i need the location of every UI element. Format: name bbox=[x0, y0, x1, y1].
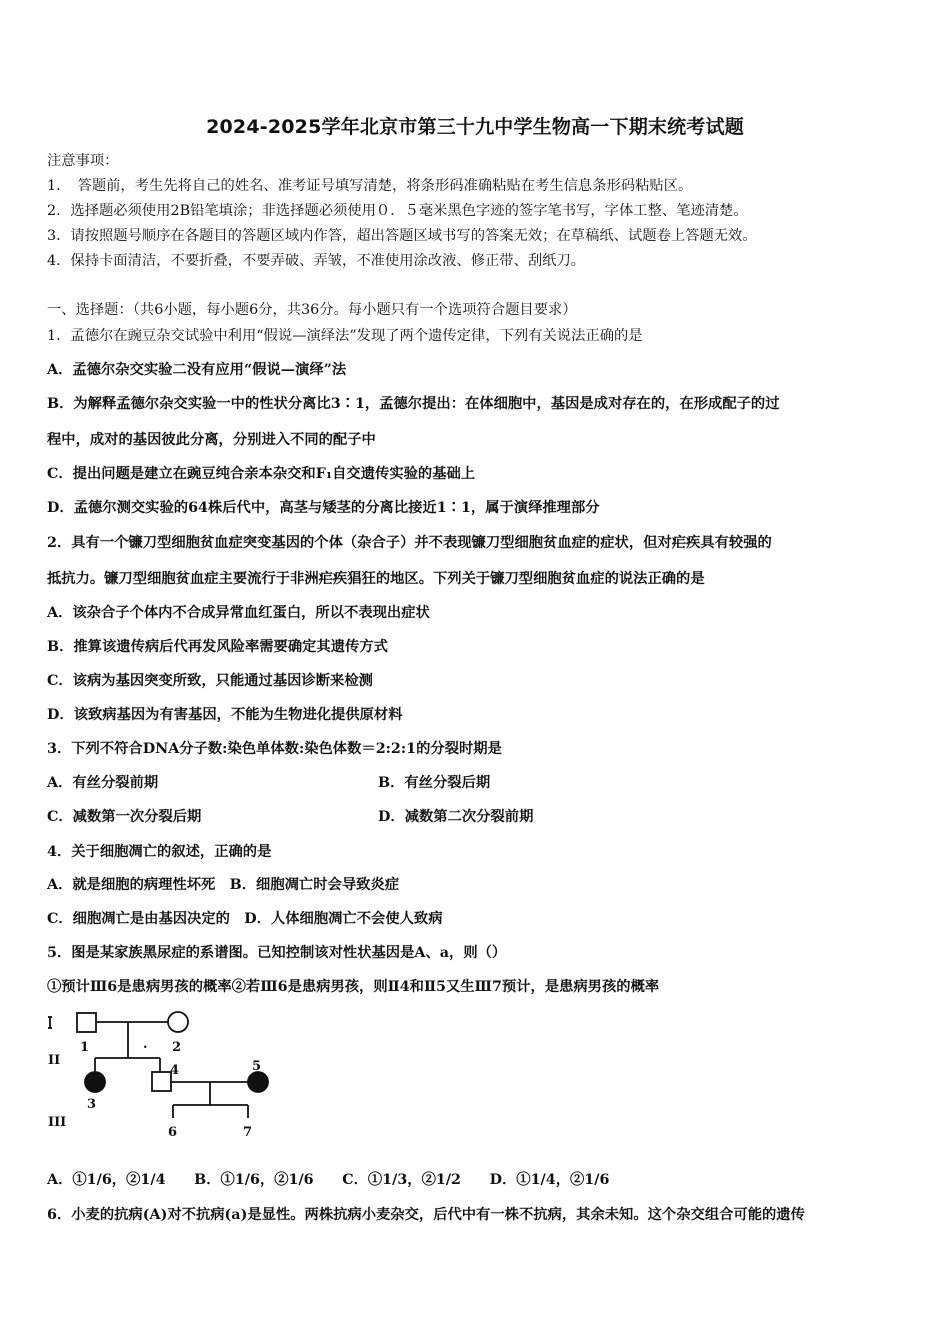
question-3-option-d: D．减数第二次分裂前期 bbox=[378, 809, 534, 825]
notice-item: 3．请按照题号顺序在各题目的答题区域内作答，超出答题区域书写的答案无效；在草稿纸、试题卷上答题无效。 bbox=[47, 228, 757, 244]
notice-item: 1． 答题前，考生先将自己的姓名、准考证号填写清楚，将条形码准确粘贴在考生信息条形码粘贴区。 bbox=[47, 178, 693, 194]
notice-item: 2．选择题必须使用2B铅笔填涂；非选择题必须使用０．５毫米黑色字迹的签字笔书写，字体工整、笔迹清楚。 bbox=[47, 203, 748, 219]
question-1-option-b: B．为解释孟德尔杂交实验一中的性状分离比3∶1，孟德尔提出：在体细胞中，基因是成对存在的，在形成配子的过 bbox=[47, 396, 780, 412]
question-2-option-b: B．推算该遗传病后代再发风险率需要确定其遗传方式 bbox=[47, 639, 388, 655]
question-1-option-b-cont: 程中，成对的基因彼此分离，分别进入不同的配子中 bbox=[47, 432, 376, 448]
individual-label: 6 bbox=[168, 1125, 178, 1140]
pedigree-dot: . bbox=[143, 1037, 148, 1052]
question-2-stem: 2．具有一个镰刀型细胞贫血症突变基因的个体（杂合子）并不表现镰刀型细胞贫血症的症状，但对疟疾具有较强的 bbox=[47, 535, 772, 551]
question-2-stem-cont: 抵抗力。镰刀型细胞贫血症主要流行于非洲疟疾猖狂的地区。下列关于镰刀型细胞贫血症的说法正确的是 bbox=[47, 571, 705, 587]
notice-item: 4．保持卡面清洁，不要折叠，不要弄破、弄皱，不准使用涂改液、修正带、刮纸刀。 bbox=[47, 253, 586, 269]
question-4-options-ab: A．就是细胞的病理性坏死 B．细胞凋亡时会导致炎症 bbox=[47, 877, 400, 893]
notice-heading: 注意事项： bbox=[47, 153, 119, 169]
individual-2-female bbox=[168, 1012, 188, 1032]
individual-label: 5 bbox=[252, 1059, 262, 1074]
question-3-option-c: C．减数第一次分裂后期 bbox=[47, 809, 202, 825]
question-2-option-c: C．该病为基因突变所致，只能通过基因诊断来检测 bbox=[47, 673, 373, 689]
question-6-stem: 6．小麦的抗病(A)对不抗病(a)是显性。两株抗病小麦杂交，后代中有一株不抗病，其余未知。这个杂交组合可能的遗传 bbox=[47, 1207, 805, 1223]
question-3-option-a: A．有丝分裂前期 bbox=[47, 775, 159, 791]
question-1-stem: 1．孟德尔在豌豆杂交试验中利用“假说—演绎法”发现了两个遗传定律，下列有关说法正确的是 bbox=[47, 328, 643, 344]
page-title: 2024-2025学年北京市第三十九中学生物高一下期末统考试题 bbox=[206, 116, 744, 138]
section-heading: 一、选择题：（共6小题，每小题6分，共36分。每小题只有一个选项符合题目要求） bbox=[47, 302, 577, 318]
individual-label: 2 bbox=[172, 1040, 182, 1055]
generation-label: III bbox=[48, 1115, 67, 1130]
individual-3-affected-female bbox=[85, 1072, 105, 1092]
individual-label: 4 bbox=[170, 1063, 180, 1078]
individual-label: 1 bbox=[80, 1040, 90, 1055]
individual-label: 7 bbox=[243, 1125, 253, 1140]
individual-5-affected-female bbox=[248, 1072, 268, 1092]
pedigree-chart bbox=[40, 1008, 280, 1143]
question-4-options-cd: C．细胞凋亡是由基因决定的 D．人体细胞凋亡不会使人致病 bbox=[47, 911, 443, 927]
individual-1-male bbox=[77, 1013, 96, 1032]
question-4-stem: 4．关于细胞凋亡的叙述，正确的是 bbox=[47, 844, 272, 860]
question-5-stem: 5．图是某家族黑尿症的系谱图。已知控制该对性状基因是A、a，则（） bbox=[47, 945, 507, 961]
question-5-subquestions: ①预计Ⅲ6是患病男孩的概率②若Ⅲ6是患病男孩，则Ⅱ4和Ⅱ5又生Ⅲ7预计，是患病男孩的概率 bbox=[47, 979, 660, 995]
question-1-option-a: A．孟德尔杂交实验二没有应用“假说—演绎”法 bbox=[47, 362, 347, 378]
generation-label: II bbox=[48, 1053, 61, 1068]
individual-label: 3 bbox=[87, 1097, 97, 1112]
question-3-stem: 3．下列不符合DNA分子数:染色单体数:染色体数＝2:2:1的分裂时期是 bbox=[47, 741, 502, 757]
question-2-option-d: D．该致病基因为有害基因，不能为生物进化提供原材料 bbox=[47, 707, 403, 723]
individual-4-male bbox=[152, 1072, 171, 1091]
question-3-option-b: B．有丝分裂后期 bbox=[378, 775, 491, 791]
question-2-option-a: A．该杂合子个体内不合成异常血红蛋白，所以不表现出症状 bbox=[47, 605, 430, 621]
question-1-option-c: C．提出问题是建立在豌豆纯合亲本杂交和F₁自交遗传实验的基础上 bbox=[47, 466, 476, 482]
question-1-option-d: D．孟德尔测交实验的64株后代中，高茎与矮茎的分离比接近1∶1，属于演绎推理部分 bbox=[47, 500, 600, 516]
question-5-options: A．①1/6，②1/4 B．①1/6，②1/6 C．①1/3，②1/2 D．①1/4，②1/6 bbox=[47, 1172, 610, 1188]
